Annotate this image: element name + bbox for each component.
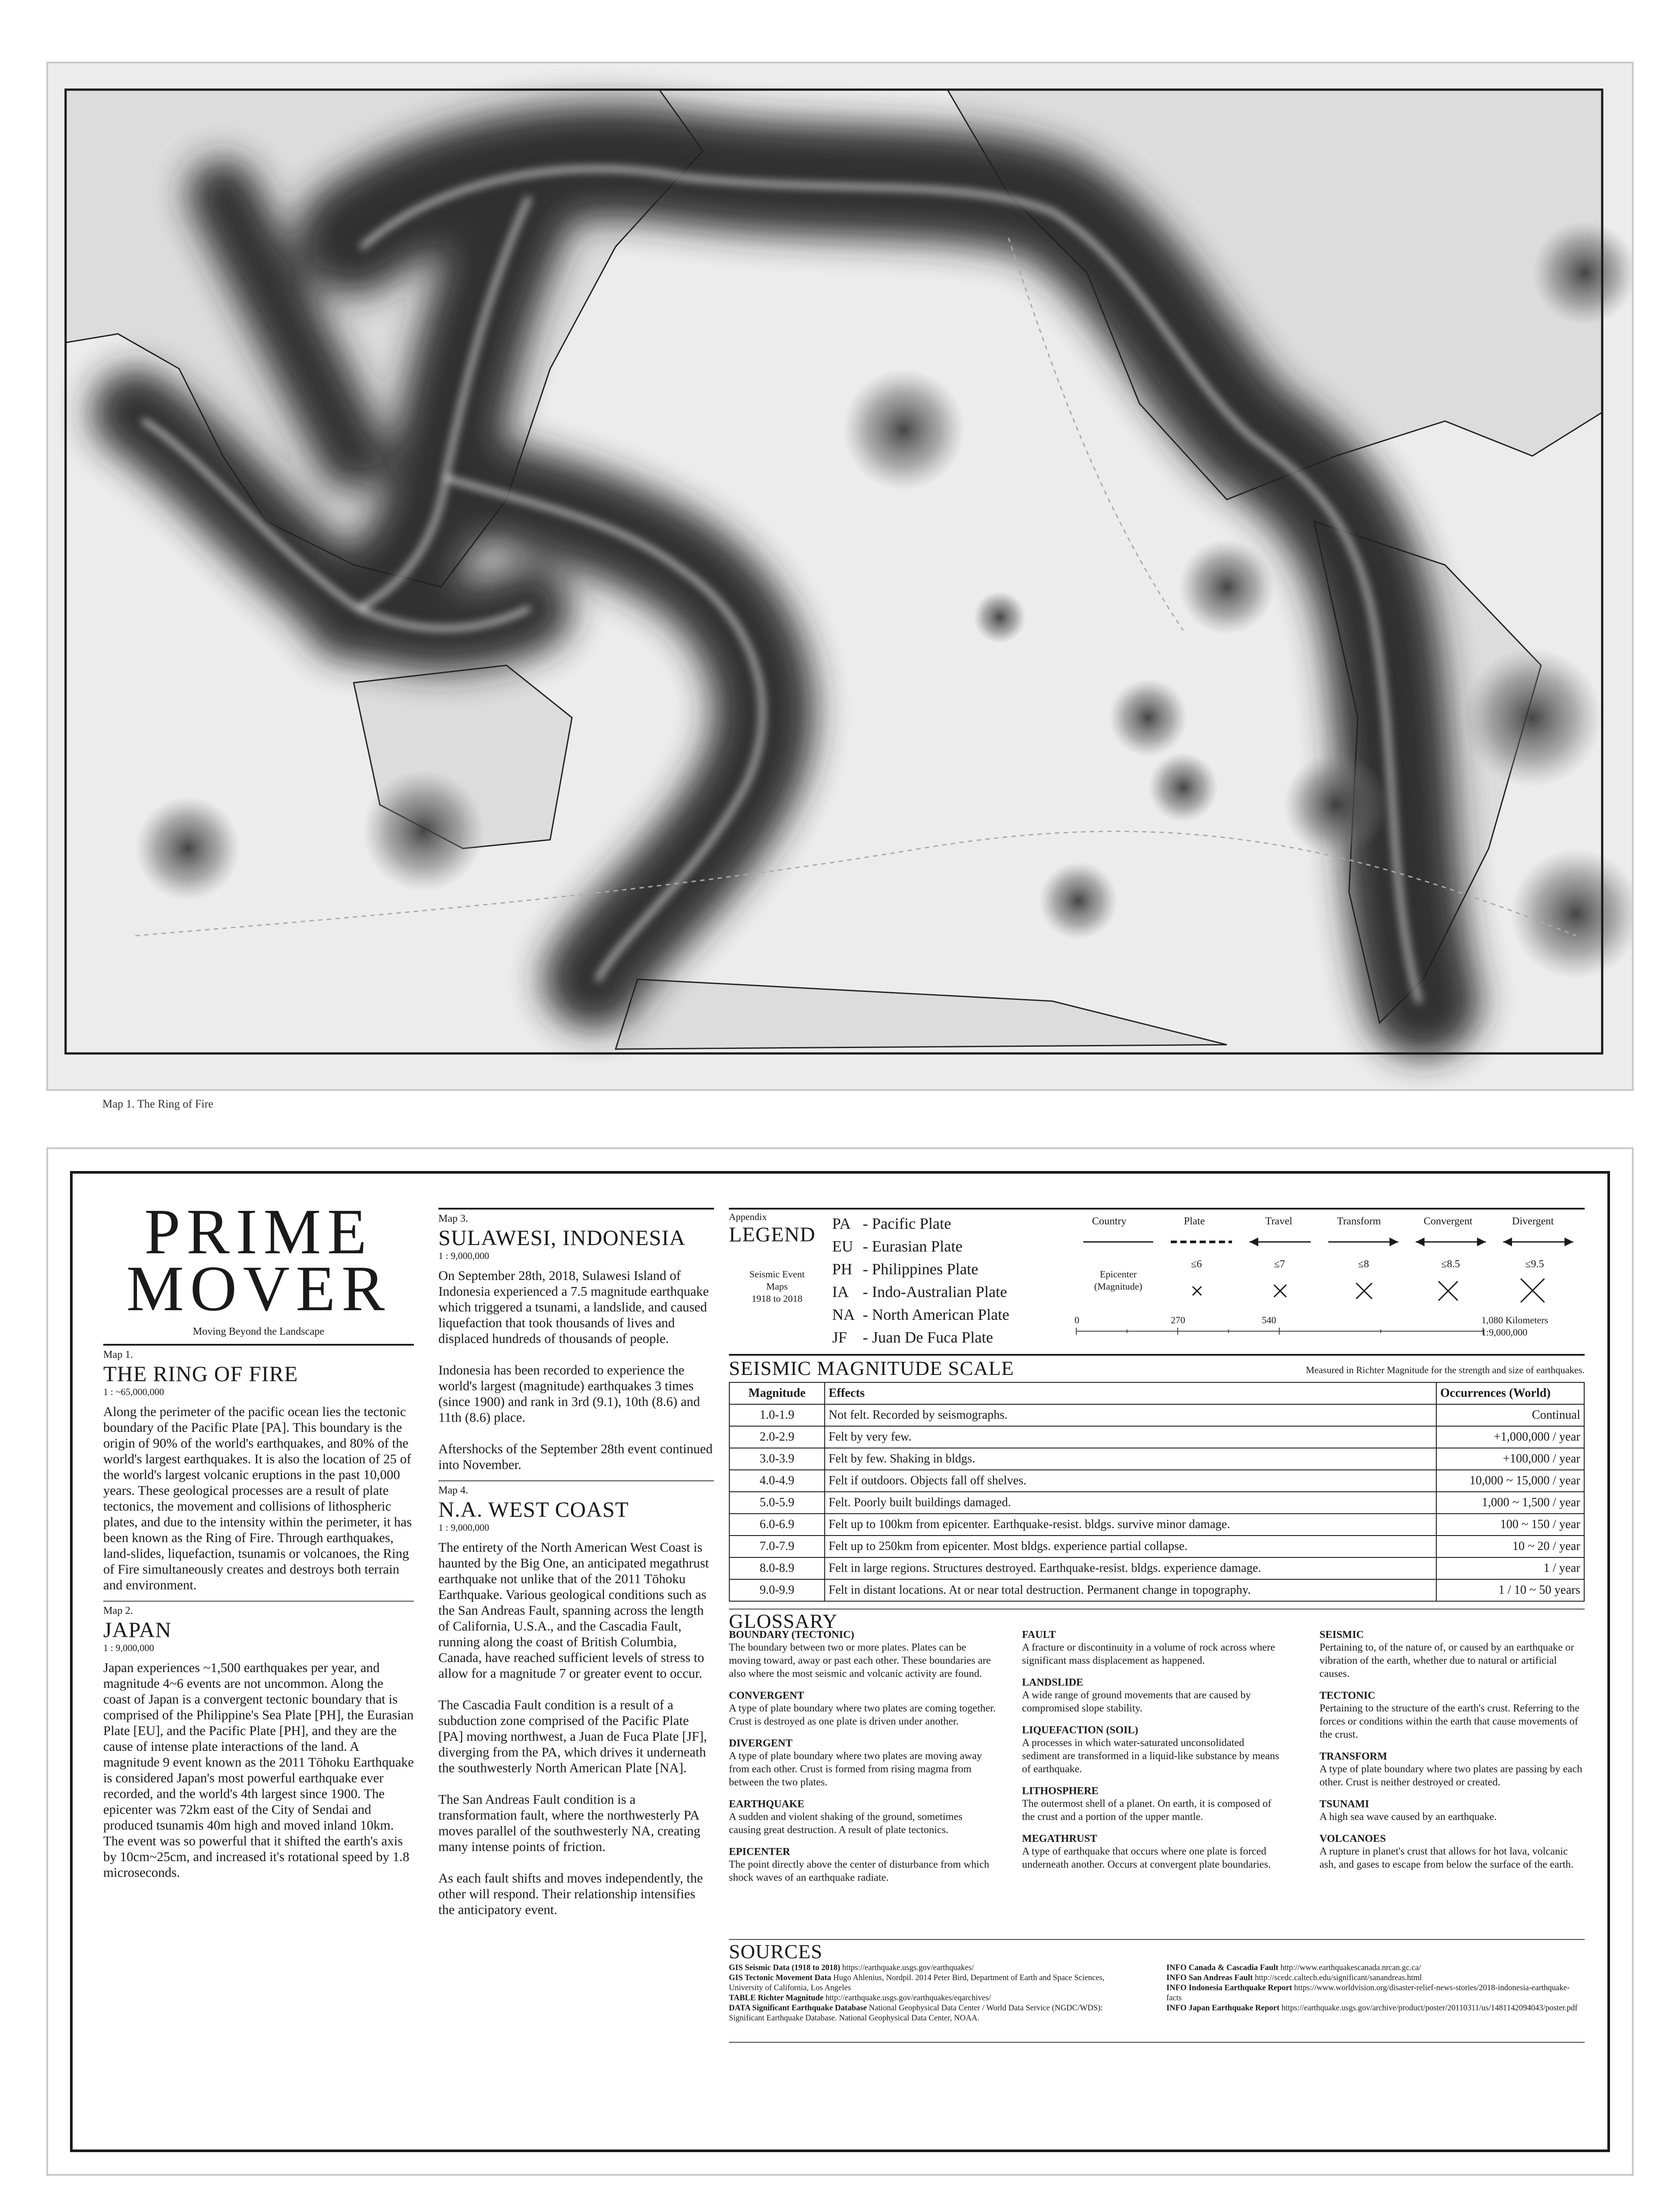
glossary-term: TRANSFORM <box>1320 1751 1387 1762</box>
plate-code: EU <box>832 1238 853 1255</box>
occurrences-cell: 100 ~ 150 / year <box>1436 1514 1584 1536</box>
source-label: INFO Japan Earthquake Report <box>1166 2004 1280 2013</box>
glossary-term: VOLCANOES <box>1320 1833 1386 1844</box>
epicenter-label: Epicenter (Magnitude) <box>1094 1269 1142 1292</box>
occurrences-cell: Continual <box>1436 1404 1584 1426</box>
glossary <box>729 1629 1585 1939</box>
plate-code: IA <box>832 1283 849 1301</box>
source-text: https://earthquake.usgs.gov/archive/product/poster/20110311/us/1481142094043/poster.pdf <box>1279 2004 1578 2013</box>
column-middle <box>438 1174 714 1918</box>
plate-name: - Eurasian Plate <box>863 1238 962 1255</box>
magnitude-row <box>729 1426 1584 1448</box>
effects-cell: Felt up to 100km from epicenter. Earthquake-resist. bldgs. survive minor damage. <box>825 1514 1436 1536</box>
scale-tick-3: 1,080 Kilometers <box>1481 1315 1548 1325</box>
source-label: GIS Seismic Data (1918 to 2018) <box>729 1964 840 1972</box>
title-line-2: MOVER <box>126 1253 391 1325</box>
glossary-definition: A rupture in planet's crust that allows for hot lava, volcanic ash, and gases to escape from below the surface of the earth. <box>1320 1846 1574 1870</box>
legend-title: LEGEND <box>729 1223 816 1246</box>
plate-row <box>832 1235 1060 1258</box>
legend-appendix: Appendix <box>729 1211 767 1222</box>
legend-symbols <box>1074 1216 1578 1356</box>
occurrences-cell: 10,000 ~ 15,000 / year <box>1436 1470 1584 1492</box>
magnitude-row <box>729 1492 1584 1514</box>
glossary-column-1 <box>729 1620 996 1884</box>
plate-code: NA <box>832 1306 855 1323</box>
plate-row <box>832 1258 1060 1280</box>
glossary-definition: A type of earthquake that occurs where one plate is forced underneath another. Occurs at convergent plate boundaries. <box>1022 1846 1271 1870</box>
glossary-term: TSUNAMI <box>1320 1799 1369 1810</box>
source-entry <box>729 1993 1136 2003</box>
effects-cell: Felt by few. Shaking in bldgs. <box>825 1448 1436 1470</box>
source-entry <box>729 1973 1136 1993</box>
occurrences-cell: 1 / 10 ~ 50 years <box>1436 1579 1584 1601</box>
ring-of-fire-body: Along the perimeter of the pacific ocean lies the tectonic boundary of the Pacific Plate [PA]. This boundary is the origin of 90% of the world's earthquakes, and 80% of the world's largest earthquakes. It is also the location of 25 of the world's largest volcanic eruptions in the past 10,000 years. These geological processes are a result of plate tectonics, the movement and collisions of lithospheric plates, and due to the intensity within the perimeter, it has been known as the Ring of Fire. Through earthquakes, land-slides, liquefaction, tsunamis or volcanoes, the Ring of Fire simultaneously creates and destroys both terrain and environment. <box>103 1404 412 1592</box>
plate-name: - Philippines Plate <box>863 1260 978 1278</box>
ring-of-fire-map <box>46 62 1634 1091</box>
plate-name: - North American Plate <box>863 1306 1009 1323</box>
na-west-coast-tag: Map 4. <box>438 1485 468 1496</box>
divider <box>729 2042 1585 2043</box>
japan-title: JAPAN <box>103 1617 172 1642</box>
magnitude-row <box>729 1579 1584 1601</box>
glossary-title: GLOSSARY <box>729 1610 838 1632</box>
source-entry <box>1166 1963 1585 1973</box>
glossary-term: DIVERGENT <box>729 1738 793 1749</box>
source-label: GIS Tectonic Movement Data <box>729 1974 831 1982</box>
occurrences-cell: 1,000 ~ 1,500 / year <box>1436 1492 1584 1514</box>
glossary-definition: A sudden and violent shaking of the ground, sometimes causing great destruction. A result of plate tectonics. <box>729 1811 962 1836</box>
ring-of-fire-title: THE RING OF FIRE <box>103 1361 298 1386</box>
plate-code: PH <box>832 1260 853 1278</box>
glossary-term: EARTHQUAKE <box>729 1799 805 1810</box>
glossary-definition: Pertaining to, of the nature of, or caused by an earthquake or vibration of the earth, whether due to natural or artificial causes. <box>1320 1642 1574 1680</box>
epicenter-x-icon <box>1356 1283 1372 1299</box>
ring-of-fire-scale: 1 : ~65,000,000 <box>103 1386 164 1397</box>
boundary-label-convergent: Convergent <box>1424 1216 1473 1227</box>
epicenter-mag-label: ≤6 <box>1191 1259 1202 1270</box>
poster-panel <box>46 1147 1634 2176</box>
occurrences-cell: 1 / year <box>1436 1557 1584 1579</box>
boundary-label-divergent: Divergent <box>1512 1216 1554 1227</box>
plate-row <box>832 1303 1060 1326</box>
magnitude-row <box>729 1536 1584 1557</box>
legend-plate-list <box>832 1212 1060 1349</box>
effects-cell: Felt. Poorly built buildings damaged. <box>825 1492 1436 1514</box>
glossary-definition: The boundary between two or more plates. Plates can be moving toward, away or past each other. These boundaries are also where the most seismic and volcanic activity are found. <box>729 1642 991 1680</box>
divergent-arrow-right-icon <box>1564 1238 1573 1246</box>
magnitude-cell: 1.0-1.9 <box>729 1404 825 1426</box>
scale-tick-2: 540 <box>1262 1315 1276 1325</box>
transform-arrow-icon <box>1390 1238 1398 1246</box>
glossary-definition: A type of plate boundary where two plates are passing by each other. Crust is neither destroyed or created. <box>1320 1764 1582 1788</box>
epicenter-x-icon <box>1193 1287 1201 1295</box>
sources-right <box>1166 1963 1585 2013</box>
convergent-arrow-right-icon <box>1477 1238 1486 1246</box>
japan-tag: Map 2. <box>103 1605 133 1616</box>
boundary-symbols-graphic <box>1074 1233 1578 1251</box>
sulawesi-title: SULAWESI, INDONESIA <box>438 1225 686 1250</box>
magnitude-row <box>729 1470 1584 1492</box>
epicenter-mag-label: ≤8.5 <box>1441 1259 1460 1270</box>
japan-scale: 1 : 9,000,000 <box>103 1642 154 1653</box>
glossary-definition: The point directly above the center of disturbance from which shock waves of an earthquake radiate. <box>729 1859 990 1883</box>
effects-cell: Felt in distant locations. At or near total destruction. Permanent change in topography. <box>825 1579 1436 1601</box>
plate-row <box>832 1326 1060 1349</box>
plate-row <box>832 1212 1060 1235</box>
glossary-term: LIQUEFACTION (SOIL) <box>1022 1725 1138 1736</box>
source-label: DATA Significant Earthquake Database <box>729 2004 867 2013</box>
source-text: http://scedc.caltech.edu/significant/sanandreas.html <box>1253 1974 1422 1982</box>
poster-title <box>103 1196 414 1325</box>
epicenter-x-icons <box>1193 1279 1544 1302</box>
magnitude-row <box>729 1448 1584 1470</box>
glossary-term: MEGATHRUST <box>1022 1833 1097 1844</box>
source-entry <box>729 1963 1136 1973</box>
header-occurrences: Occurrences (World) <box>1436 1382 1584 1404</box>
plate-row <box>832 1280 1060 1303</box>
epicenter-x-icon <box>1274 1285 1286 1297</box>
ring-of-fire-map-graphic <box>48 63 1632 1089</box>
magnitude-cell: 5.0-5.9 <box>729 1492 825 1514</box>
magnitude-cell: 9.0-9.9 <box>729 1579 825 1601</box>
glossary-definition: A high sea wave caused by an earthquake. <box>1320 1811 1497 1823</box>
magnitude-table-header <box>729 1382 1584 1404</box>
source-text: https://www.worldvision.org/disaster-relief-news-stories/2018-indonesia-earthquake-facts <box>1166 1984 1570 2002</box>
travel-arrow-icon <box>1250 1238 1258 1246</box>
legend <box>729 1210 1585 1354</box>
occurrences-cell: 10 ~ 20 / year <box>1436 1536 1584 1557</box>
sources <box>729 1963 1585 2042</box>
boundary-label-plate: Plate <box>1184 1216 1205 1227</box>
glossary-definition: A processes in which water-saturated unconsolidated sediment are transformed in a liquid-like substance by means of earthquake. <box>1022 1737 1279 1775</box>
divergent-arrow-left-icon <box>1503 1238 1512 1246</box>
source-label: INFO Indonesia Earthquake Report <box>1166 1984 1292 1992</box>
column-left <box>103 1174 414 1880</box>
glossary-term: CONVERGENT <box>729 1690 805 1701</box>
occurrences-cell: +1,000,000 / year <box>1436 1426 1584 1448</box>
magnitude-cell: 6.0-6.9 <box>729 1514 825 1536</box>
divider <box>438 1480 714 1481</box>
column-right <box>729 1174 1585 2043</box>
magnitude-scale-header <box>729 1356 1585 1382</box>
glossary-definition: A fracture or discontinuity in a volume of rock across where significant mass displacement as happened. <box>1022 1642 1275 1666</box>
source-entry <box>1166 2003 1585 2013</box>
glossary-term: TECTONIC <box>1320 1690 1376 1701</box>
sulawesi-scale: 1 : 9,000,000 <box>438 1250 490 1261</box>
legend-seismic-note: Seismic Event Maps 1918 to 2018 <box>749 1269 805 1304</box>
effects-cell: Not felt. Recorded by seismographs. <box>825 1404 1436 1426</box>
glossary-term: SEISMIC <box>1320 1629 1364 1641</box>
na-west-coast-scale: 1 : 9,000,000 <box>438 1522 490 1533</box>
magnitude-table <box>729 1382 1585 1602</box>
source-entry <box>1166 1973 1585 1983</box>
poster-frame <box>70 1171 1610 2152</box>
divider <box>103 1601 414 1602</box>
epicenter-mag-label: ≤8 <box>1358 1259 1369 1270</box>
ring-of-fire-tag: Map 1. <box>103 1349 133 1360</box>
magnitude-row <box>729 1404 1584 1426</box>
magnitude-cell: 4.0-4.9 <box>729 1470 825 1492</box>
source-text: National Geophysical Data Center / World Data Service (NGDC/WDS): Significant Earthquake Database. National Geophysical Data Center, NOAA. <box>729 2004 1103 2023</box>
magnitude-scale-note: Measured in Richter Magnitude for the strength and size of earthquakes. <box>1306 1364 1585 1375</box>
source-text: https://earthquake.usgs.gov/earthquakes/ <box>840 1964 974 1972</box>
plate-code: PA <box>832 1215 851 1232</box>
sulawesi-body: On September 28th, 2018, Sulawesi Island of Indonesia experienced a 7.5 magnitude earthquake which triggered a tsunami, a landslide, and caused liquefaction that took thousands of lives and displaced hundreds of thousands of people. Indonesia has been recorded to experience the world's largest (magnitude) earthquakes 3 times (since 1900) and rank in 3rd (9.1), 10th (8.6) and 11th (8.6) place. Aftershocks of the September 28th event continued into November. <box>438 1268 713 1472</box>
plate-code: JF <box>832 1329 847 1346</box>
effects-cell: Felt if outdoors. Objects fall off shelves. <box>825 1470 1436 1492</box>
magnitude-scale-title: SEISMIC MAGNITUDE SCALE <box>729 1357 1014 1379</box>
source-text: Hugo Ahlenius, Nordpil. 2014 Peter Bird, Department of Earth and Space Sciences, University of California, Los Angeles <box>729 1974 1105 1992</box>
magnitude-cell: 3.0-3.9 <box>729 1448 825 1470</box>
glossary-term: LITHOSPHERE <box>1022 1785 1099 1797</box>
plate-name: - Juan De Fuca Plate <box>863 1329 993 1346</box>
source-text: http://www.earthquakescanada.nrcan.gc.ca/ <box>1278 1964 1421 1972</box>
glossary-column-3 <box>1320 1620 1585 1871</box>
convergent-arrow-left-icon <box>1416 1238 1424 1246</box>
magnitude-row <box>729 1557 1584 1579</box>
sources-title: SOURCES <box>729 1940 823 1963</box>
scale-ratio: 1:9,000,000 <box>1481 1327 1528 1338</box>
boundary-label-country: Country <box>1092 1216 1127 1227</box>
divider <box>103 1344 414 1346</box>
source-label: INFO San Andreas Fault <box>1166 1974 1253 1982</box>
header-effects: Effects <box>825 1382 1436 1404</box>
magnitude-row <box>729 1514 1584 1536</box>
effects-cell: Felt by very few. <box>825 1426 1436 1448</box>
source-text: http://earthquake.usgs.gov/earthquakes/eqarchives/ <box>823 1994 991 2002</box>
effects-cell: Felt in large regions. Structures destroyed. Earthquake-resist. bldgs. experience damage. <box>825 1557 1436 1579</box>
glossary-term: BOUNDARY (TECTONIC) <box>729 1629 854 1641</box>
scale-tick-0: 0 <box>1074 1315 1079 1325</box>
glossary-definition: A wide range of ground movements that are caused by compromised slope stability. <box>1022 1690 1251 1714</box>
occurrences-cell: +100,000 / year <box>1436 1448 1584 1470</box>
divider <box>438 1208 714 1210</box>
glossary-term: FAULT <box>1022 1629 1056 1641</box>
glossary-term: LANDSLIDE <box>1022 1677 1084 1688</box>
map-caption: Map 1. The Ring of Fire <box>102 1098 214 1110</box>
source-label: TABLE Richter Magnitude <box>729 1994 824 2002</box>
japan-body: Japan experiences ~1,500 earthquakes per year, and magnitude 4~6 events are not uncommon. Along the coast of Japan is a convergent tectonic boundary that is comprised of the Philippine's Sea Plate [PH], the Eurasian Plate [EU], and the Pacific Plate [PH], and they are the cause of intense plate interactions of the land. A magnitude 9 event known as the 2011 Tōhoku Earthquake is considered Japan's most powerful earthquake ever recorded, and the world's 4th largest since 1900. The epicenter was 72km east of the City of Sendai and produced tsunamis 40m high and moved inland 10km. The event was so powerful that it shifted the earth's axis by 10cm~25cm, and increased it's rotational speed by 1.8 microseconds. <box>103 1660 414 1880</box>
source-label: INFO Canada & Cascadia Fault <box>1166 1964 1278 1972</box>
sulawesi-tag: Map 3. <box>438 1213 468 1224</box>
epicenter-mag-label: ≤7 <box>1274 1259 1285 1270</box>
source-entry <box>729 2003 1136 2023</box>
epicenter-x-icon <box>1521 1279 1544 1302</box>
effects-cell: Felt up to 250km from epicenter. Most bldgs. experience partial collapse. <box>825 1536 1436 1557</box>
magnitude-cell: 7.0-7.9 <box>729 1536 825 1557</box>
boundary-label-travel: Travel <box>1265 1216 1292 1227</box>
source-entry <box>1166 1983 1585 2003</box>
magnitude-cell: 8.0-8.9 <box>729 1557 825 1579</box>
glossary-definition: A type of plate boundary where two plates are moving away from each other. Crust is formed from rising magma from between the two plates. <box>729 1750 982 1788</box>
magnitude-cell: 2.0-2.9 <box>729 1426 825 1448</box>
epicenter-x-icon <box>1438 1281 1458 1301</box>
glossary-definition: The outermost shell of a planet. On earth, it is composed of the crust and a portion of the upper mantle. <box>1022 1798 1271 1823</box>
boundary-label-transform: Transform <box>1337 1216 1381 1227</box>
poster-subtitle: Moving Beyond the Landscape <box>192 1326 325 1337</box>
glossary-definition: A type of plate boundary where two plates are coming together. Crust is destroyed as one plate is driven under another. <box>729 1703 996 1727</box>
epicenter-mag-label: ≤9.5 <box>1525 1259 1544 1270</box>
title-line-1: PRIME <box>144 1196 373 1268</box>
epicenter-symbols-graphic <box>1074 1273 1578 1308</box>
sources-left <box>729 1963 1136 2023</box>
na-west-coast-title: N.A. WEST COAST <box>438 1497 629 1522</box>
plate-name: - Pacific Plate <box>863 1215 951 1232</box>
glossary-term: EPICENTER <box>729 1846 791 1858</box>
header-magnitude: Magnitude <box>729 1382 825 1404</box>
glossary-definition: Pertaining to the structure of the earth's crust. Referring to the forces or conditions within the earth that cause movements of the crust. <box>1320 1703 1580 1740</box>
na-west-coast-body: The entirety of the North American West Coast is haunted by the Big One, an anticipated megathrust earthquake not unlike that of the 2011 Tōhoku Earthquake. Various geological conditions such as the San Andreas Fault, spanning across the length of California, U.S.A., and the Cascadia Fault, running along the coast of British Columbia, Canada, have reached sufficient levels of stress to allow for a magnitude 7 or greater event to occur. The Cascadia Fault condition is a result of a subduction zone comprised of the Pacific Plate [PA] moving northwest, a Juan de Fuca Plate [JF], diverging from the PA, which drives it underneath the southwesterly North American Plate [NA]. The San Andreas Fault condition is a transformation fault, where the northwesterly PA moves parallel of the southwesterly NA, creating many intense points of friction. As each fault shifts and moves independently, the other will respond. Their relationship intensifies the anticipatory event. <box>438 1540 709 1917</box>
scale-tick-1: 270 <box>1171 1315 1185 1325</box>
plate-name: - Indo-Australian Plate <box>863 1283 1007 1301</box>
glossary-column-2 <box>1022 1620 1284 1871</box>
